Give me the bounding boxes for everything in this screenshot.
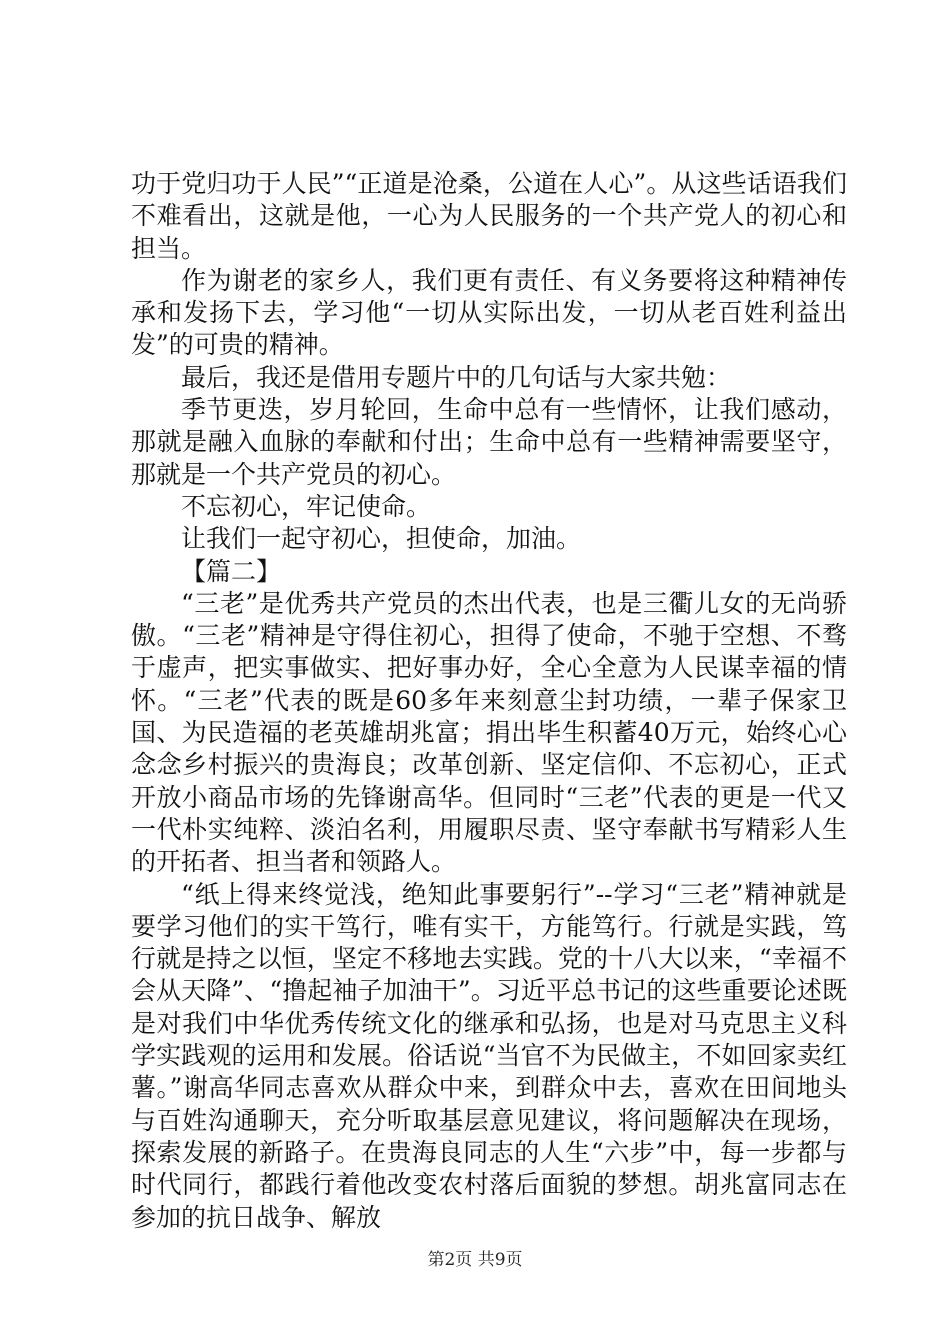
paragraph-continued: 功于党归功于人民”“正道是沧桑，公道在人心”。从这些话语我们不难看出，这就是他，一心为人民服务的一个共产党人的初心和担当。 bbox=[131, 169, 847, 263]
page-number: 第2页 bbox=[427, 1250, 473, 1270]
page-footer bbox=[0, 1245, 950, 1270]
paragraph: 不忘初心，牢记使命。 bbox=[181, 491, 432, 521]
paragraph: “三老”是优秀共产党员的杰出代表，也是三衢儿女的无尚骄傲。“三老”精神是守得住初心，担得了使命，不驰于空想、不骛于虚声，把实事做实、把好事办好，全心全意为人民谋幸福的情怀。“三老”代表的既是60多年来刻意尘封功绩，一辈子保家卫国、为民造福的老英雄胡兆富；捐出毕生积蓄40万元，始终心心念念乡村振兴的贵海良；改革创新、坚定信仰、不忘初心，正式开放小商品市场的先锋谢高华。但同时“三老”代表的更是一代又一代朴实纯粹、淡泊名利，用履职尽责、坚守奉献书写精彩人生的开拓者、担当者和领路人。 bbox=[131, 588, 847, 877]
document-body bbox=[131, 168, 847, 1234]
section-heading: 【篇二】 bbox=[181, 556, 282, 586]
paragraph: 季节更迭，岁月轮回，生命中总有一些情怀，让我们感动，那就是融入血脉的奉献和付出；生命中总有一些精神需要坚守，那就是一个共产党员的初心。 bbox=[131, 395, 847, 489]
paragraph: 让我们一起守初心，担使命，加油。 bbox=[181, 524, 582, 554]
paragraph: “纸上得来终觉浅，绝知此事要躬行”--学习“三老”精神就是要学习他们的实干笃行，唯有实干，方能笃行。行就是实践，笃行就是持之以恒，坚定不移地去实践。党的十八大以来，“幸福不会从天降”、“撸起袖子加油干”。习近平总书记的这些重要论述既是对我们中华优秀传统文化的继承和弘扬，也是对马克思主义科学实践观的运用和发展。俗话说“当官不为民做主，不如回家卖红薯。”谢高华同志喜欢从群众中来，到群众中去，喜欢在田间地头与百姓沟通聊天，充分听取基层意见建议，将问题解决在现场，探索发展的新路子。在贵海良同志的人生“六步”中，每一步都与时代同行，都践行着他改变农村落后面貌的梦想。胡兆富同志在参加的抗日战争、解放 bbox=[131, 879, 847, 1232]
page-total: 共9页 bbox=[477, 1250, 523, 1270]
paragraph: 最后，我还是借用专题片中的几句话与大家共勉： bbox=[181, 362, 732, 392]
paragraph: 作为谢老的家乡人，我们更有责任、有义务要将这种精神传承和发扬下去，学习他“一切从实际出发，一切从老百姓利益出发”的可贵的精神。 bbox=[131, 265, 847, 360]
